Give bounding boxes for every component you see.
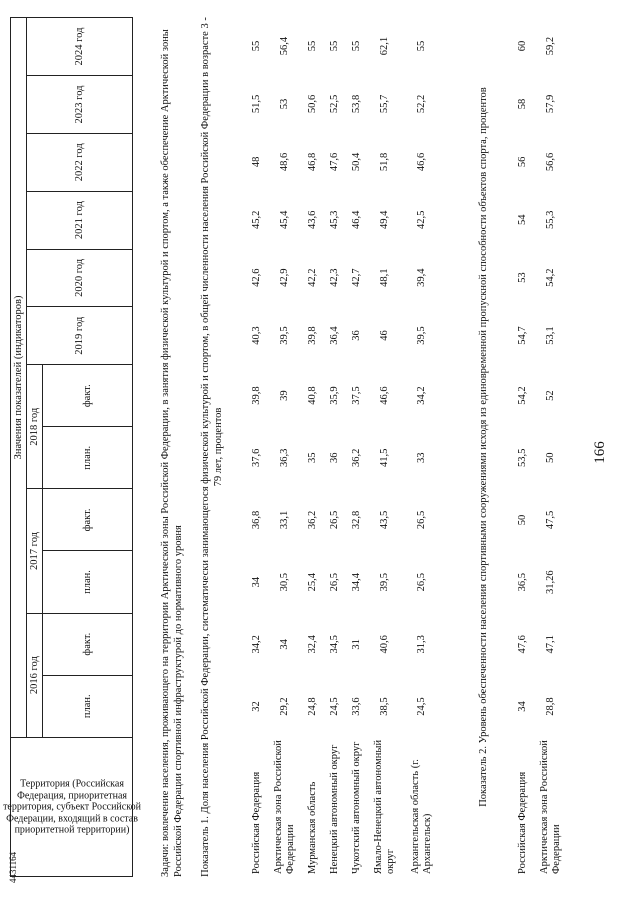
header-2019: 2019 год xyxy=(27,307,133,365)
cell: 55 xyxy=(251,40,263,52)
cell: 55 xyxy=(416,40,428,52)
cell: 33 xyxy=(416,452,428,464)
cell: 45,2 xyxy=(251,210,263,229)
cell: 36,5 xyxy=(517,572,529,592)
cell: 56,6 xyxy=(545,152,557,172)
cell: 34 xyxy=(279,639,291,650)
cell: 39,4 xyxy=(416,268,428,287)
indicator-2-title: Показатель 2. Уровень обеспеченности населения спортивными сооружениями исходя из единовременной пропускной способности объектов спорта, процентов xyxy=(478,87,489,807)
cell: 46,4 xyxy=(351,210,363,229)
cell: 47,5 xyxy=(545,510,557,530)
cell: 47,6 xyxy=(517,635,529,654)
cell: 42,9 xyxy=(279,268,291,287)
cell: 37,5 xyxy=(351,386,363,405)
cell: 40,6 xyxy=(379,635,391,654)
cell: 50,6 xyxy=(307,94,319,114)
cell: 36,2 xyxy=(307,510,319,530)
cell: 58 xyxy=(517,98,529,110)
cell: 56,4 xyxy=(279,36,291,56)
header-2023: 2023 год xyxy=(27,76,133,134)
cell: 46,6 xyxy=(416,152,428,172)
cell: 26,5 xyxy=(416,572,428,592)
cell: 26,5 xyxy=(329,572,341,592)
table-row xyxy=(246,17,268,877)
cell: 45,3 xyxy=(329,210,341,229)
row-name: Российская Федерация xyxy=(517,771,529,874)
cell: 46,8 xyxy=(307,152,319,172)
row-name: Чукотский автономный округ xyxy=(351,741,363,874)
cell: 40,8 xyxy=(307,386,319,405)
cell: 38,5 xyxy=(379,697,391,716)
cell: 46,6 xyxy=(379,386,391,405)
cell: 26,5 xyxy=(329,510,341,530)
table-row xyxy=(324,17,346,877)
cell: 50,4 xyxy=(351,152,363,172)
row-name: Российская Федерация xyxy=(251,771,263,874)
cell: 34,4 xyxy=(351,572,363,592)
cell: 24,5 xyxy=(329,697,341,716)
page-number: 166 xyxy=(592,441,608,464)
header-indicators: Значения показателей (индикаторов) xyxy=(11,18,27,738)
header-2022: 2022 год xyxy=(27,133,133,191)
table-row xyxy=(302,17,324,877)
header-2020: 2020 год xyxy=(27,249,133,307)
indicator-2-table xyxy=(512,17,568,877)
cell: 57,9 xyxy=(545,94,557,114)
cell: 42,5 xyxy=(416,210,428,229)
indicators-table xyxy=(2,17,141,877)
table-row xyxy=(346,17,368,877)
cell: 39,5 xyxy=(416,326,428,345)
table-row xyxy=(534,17,568,877)
cell: 31 xyxy=(351,639,363,650)
indicator-1-table xyxy=(246,17,442,877)
cell: 54 xyxy=(517,214,529,226)
cell: 39,8 xyxy=(307,326,319,345)
cell: 26,5 xyxy=(416,510,428,530)
cell: 43,6 xyxy=(307,210,319,229)
cell: 59,2 xyxy=(545,36,557,56)
cell: 55 xyxy=(351,40,363,52)
cell: 48,6 xyxy=(279,152,291,172)
cell: 54,2 xyxy=(545,268,557,287)
row-name: Арктическая зона Российской Федерации xyxy=(273,740,296,874)
cell: 42,2 xyxy=(307,268,319,287)
cell: 36,3 xyxy=(279,448,291,467)
header-2018: 2018 год xyxy=(27,365,43,489)
cell: 31,26 xyxy=(545,570,557,594)
cell: 52 xyxy=(545,390,557,401)
cell: 34 xyxy=(517,701,529,712)
cell: 46 xyxy=(379,330,391,341)
row-name: Арктическая зона Российской Федерации xyxy=(539,740,562,874)
cell: 54,2 xyxy=(517,386,529,405)
header-fact: факт. xyxy=(43,489,133,551)
row-name: Мурманская область xyxy=(307,781,319,874)
cell: 55 xyxy=(307,40,319,52)
table-row xyxy=(368,17,402,877)
cell: 25,4 xyxy=(307,572,319,592)
cell: 36,4 xyxy=(329,326,341,345)
row-name: Архангельская область (г. Архангельск) xyxy=(410,759,433,874)
cell: 47,6 xyxy=(329,152,341,172)
cell: 36 xyxy=(351,330,363,341)
header-plan: план. xyxy=(43,551,133,613)
cell: 52,5 xyxy=(329,94,341,114)
cell: 50 xyxy=(545,452,557,464)
cell: 62,1 xyxy=(379,36,391,56)
header-2017: 2017 год xyxy=(27,489,43,613)
cell: 36,8 xyxy=(251,510,263,530)
cell: 52,2 xyxy=(416,94,428,114)
header-2021: 2021 год xyxy=(27,191,133,249)
table-row xyxy=(402,17,442,877)
cell: 42,7 xyxy=(351,268,363,287)
cell: 32 xyxy=(251,701,263,712)
cell: 24,5 xyxy=(416,697,428,716)
cell: 39,5 xyxy=(279,326,291,345)
cell: 32,4 xyxy=(307,635,319,654)
cell: 33,6 xyxy=(351,697,363,716)
cell: 53 xyxy=(517,272,529,283)
row-name: Ямало-Ненецкий автономный округ xyxy=(373,739,396,874)
cell: 34,2 xyxy=(251,635,263,654)
cell: 40,3 xyxy=(251,326,263,345)
cell: 35,9 xyxy=(329,386,341,405)
cell: 34 xyxy=(251,576,263,588)
cell: 60 xyxy=(517,40,529,52)
cell: 51,8 xyxy=(379,152,391,172)
cell: 55 xyxy=(329,40,341,52)
table-row xyxy=(512,17,534,877)
cell: 55,3 xyxy=(545,210,557,229)
row-name: Ненецкий автономный округ xyxy=(329,744,341,874)
header-fact: факт. xyxy=(43,365,133,427)
header-fact: факт. xyxy=(43,613,133,675)
header-2016: 2016 год xyxy=(27,613,43,737)
cell: 32,8 xyxy=(351,510,363,530)
cell: 35 xyxy=(307,452,319,464)
header-plan: план. xyxy=(43,675,133,737)
indicator-1-title: Показатель 1. Доля населения Российской Федерации, систематически занимающегося физической культурой и спортом, в общей численности населения Российской Федерации в возрасте 3 - 79 лет, процентов xyxy=(200,17,224,877)
cell: 42,3 xyxy=(329,268,341,287)
cell: 53,1 xyxy=(545,326,557,345)
cell: 49,4 xyxy=(379,210,391,229)
cell: 41,5 xyxy=(379,448,391,467)
cell: 37,6 xyxy=(251,448,263,467)
cell: 53 xyxy=(279,98,291,110)
cell: 55,7 xyxy=(379,94,391,114)
cell: 33,1 xyxy=(279,510,291,530)
cell: 53,8 xyxy=(351,94,363,114)
cell: 34,5 xyxy=(329,635,341,654)
cell: 56 xyxy=(517,156,529,168)
task-text: Задачи: вовлечение населения, проживающего на территории Арктической зоны Российской Федерации, в занятия физической культурой и спортом, а также обеспечение Арктической зоны Российской Федерации спортивной инфраструктурой до нормативного уровня xyxy=(160,29,184,877)
cell: 24,8 xyxy=(307,697,319,716)
cell: 39,5 xyxy=(379,572,391,592)
header-2024: 2024 год xyxy=(27,18,133,76)
document-code: 4431164 xyxy=(8,851,18,883)
cell: 47,1 xyxy=(545,635,557,654)
cell: 42,6 xyxy=(251,268,263,287)
cell: 45,4 xyxy=(279,210,291,229)
cell: 39 xyxy=(279,390,291,401)
cell: 53,5 xyxy=(517,448,529,467)
cell: 30,5 xyxy=(279,572,291,592)
cell: 28,8 xyxy=(545,697,557,716)
header-territory: Территория (Российская Федерация, приоритетная территория, субъект Российской Федерации, входящий в состав приоритетной территории) xyxy=(11,737,133,876)
cell: 36 xyxy=(329,452,341,464)
cell: 36,2 xyxy=(351,448,363,467)
cell: 34,2 xyxy=(416,386,428,405)
cell: 50 xyxy=(517,514,529,526)
cell: 39,8 xyxy=(251,386,263,405)
cell: 51,5 xyxy=(251,94,263,114)
cell: 43,5 xyxy=(379,510,391,530)
cell: 29,2 xyxy=(279,697,291,716)
cell: 48 xyxy=(251,156,263,168)
cell: 31,3 xyxy=(416,635,428,654)
cell: 54,7 xyxy=(517,326,529,345)
cell: 48,1 xyxy=(379,268,391,287)
header-plan: план. xyxy=(43,427,133,489)
table-row xyxy=(268,17,302,877)
